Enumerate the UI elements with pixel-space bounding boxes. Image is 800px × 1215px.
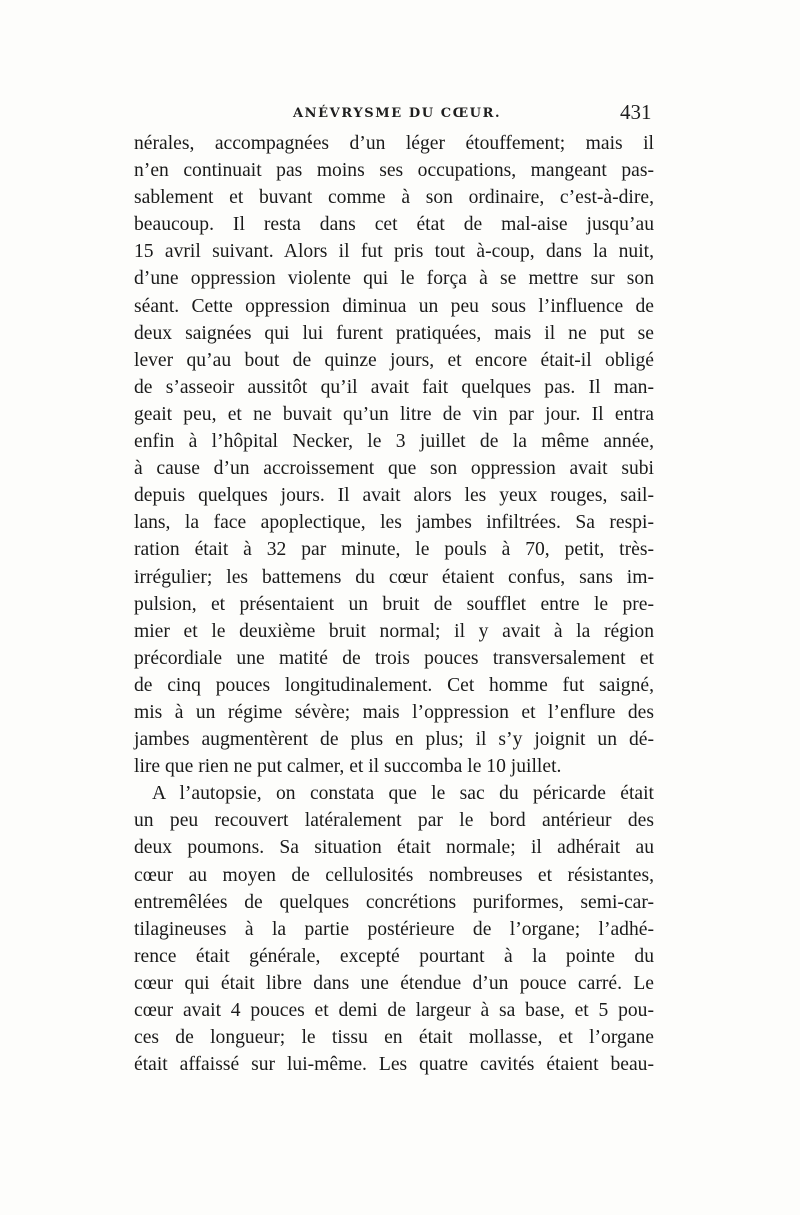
text-line: lire que rien ne put calmer, et il succomba le 10 juillet. xyxy=(134,756,562,778)
text-line: pulsion, et présentaient un bruit de soufflet entre le pre- xyxy=(134,593,654,615)
text-line: était affaissé sur lui-même. Les quatre cavités étaient beau- xyxy=(134,1054,654,1076)
text-line: rence était générale, excepté pourtant à la pointe du xyxy=(134,945,654,967)
text-line: d’une oppression violente qui le força à se mettre sur son xyxy=(134,268,654,290)
text-line: geait peu, et ne buvait qu’un litre de vin par jour. Il entra xyxy=(134,403,654,425)
text-line: cœur au moyen de cellulosités nombreuses et résistantes, xyxy=(134,864,654,886)
text-line: ration était à 32 par minute, le pouls à 70, petit, très- xyxy=(134,539,654,561)
text-line: cœur avait 4 pouces et demi de largeur à sa base, et 5 pou- xyxy=(134,1000,654,1021)
text-line: jambes augmentèrent de plus en plus; il s’y joignit un dé- xyxy=(134,729,654,751)
text-line: tilagineuses à la partie postérieure de l’organe; l’adhé- xyxy=(134,918,654,940)
text-line: entremêlées de quelques concrétions puriformes, semi-car- xyxy=(134,891,654,913)
text-line: nérales, accompagnées d’un léger étouffement; mais il xyxy=(134,133,654,154)
text-line: ces de longueur; le tissu en était mollasse, et l’organe xyxy=(134,1027,654,1049)
text-line: cœur qui était libre dans une étendue d’un pouce carré. Le xyxy=(134,972,654,994)
text-line: à cause d’un accroissement que son oppression avait subi xyxy=(134,458,654,480)
page-number: 431 xyxy=(620,100,652,124)
running-title: ANÉVRYSME DU CŒUR. xyxy=(293,106,502,121)
text-line: lans, la face apoplectique, les jambes infiltrées. Sa respi- xyxy=(134,512,654,534)
text-line: de s’asseoir aussitôt qu’il avait fait quelques pas. Il man- xyxy=(134,376,654,398)
text-line: précordiale une matité de trois pouces transversalement et xyxy=(134,647,654,669)
body-text xyxy=(134,130,654,1078)
text-line: séant. Cette oppression diminua un peu sous l’influence de xyxy=(134,295,654,317)
text-line: mis à un régime sévère; mais l’oppression et l’enflure des xyxy=(134,701,654,723)
text-line: sablement et buvant comme à son ordinaire, c’est-à-dire, xyxy=(134,187,654,209)
text-line: irrégulier; les battemens du cœur étaient confus, sans im- xyxy=(134,566,654,588)
text-line: mier et le deuxième bruit normal; il y avait à la région xyxy=(134,620,654,642)
text-line: un peu recouvert latéralement par le bord antérieur des xyxy=(134,810,654,832)
text-line: deux saignées qui lui furent pratiquées, mais il ne put se xyxy=(134,322,654,344)
text-line: lever qu’au bout de quinze jours, et encore était-il obligé xyxy=(134,349,654,371)
text-line: deux poumons. Sa situation était normale; il adhérait au xyxy=(134,837,654,859)
text-line: A l’autopsie, on constata que le sac du péricarde était xyxy=(152,783,654,805)
text-line: depuis quelques jours. Il avait alors les yeux rouges, sail- xyxy=(134,485,654,507)
running-head xyxy=(0,100,800,126)
text-line: enfin à l’hôpital Necker, le 3 juillet de la même année, xyxy=(134,431,654,453)
text-line: beaucoup. Il resta dans cet état de mal-aise jusqu’au xyxy=(134,214,654,236)
text-line: 15 avril suivant. Alors il fut pris tout à-coup, dans la nuit, xyxy=(134,241,654,263)
text-line: n’en continuait pas moins ses occupations, mangeant pas- xyxy=(134,160,654,182)
text-line: de cinq pouces longitudinalement. Cet homme fut saigné, xyxy=(134,674,654,696)
